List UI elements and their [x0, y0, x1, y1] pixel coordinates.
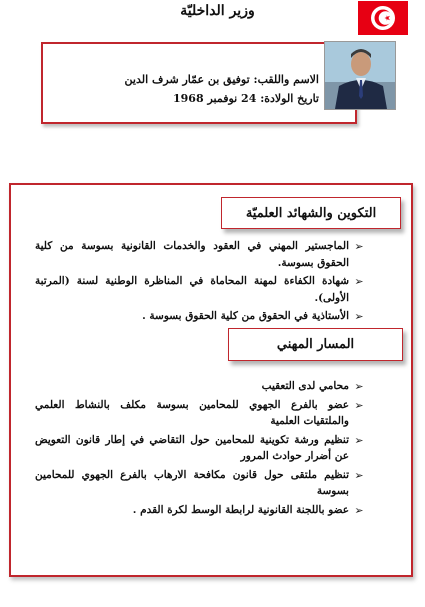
page-title: وزير الداخليّة	[180, 3, 255, 19]
chevron-left-icon: ➢	[354, 433, 364, 447]
list-item: ➢ تنظيم ملتقى حول قانون مكافحة الارهاب بالفرع الجهوي للمحامين بسوسة	[35, 468, 364, 497]
list-item: ➢ تنظيم ورشة تكوينية للمحامين حول التقاضي في إطار قانون التعويض عن أضرار حوادث المرور	[35, 433, 364, 462]
list-item: ➢ عضو باللجنة القانونية لرابطة الوسط لكرة القدم .	[35, 502, 365, 519]
profile-birthdate: تاريخ الولادة: 24 نوفمبر 1968	[173, 92, 319, 105]
profile-name: الاسم واللقب: توفيق بن عمّار شرف الدين	[124, 73, 319, 86]
tunisia-flag-icon	[358, 1, 408, 35]
list-item: ➢ محامي لدى التعقيب	[35, 378, 365, 395]
list-item: ➢ الماجستير المهني في العقود والخدمات القانونية بسوسة من كلية الحقوق بسوسة.	[35, 240, 364, 269]
list-item: ➢ شهادة الكفاءة لمهنة المحاماة في المناظرة الوطنية لسنة (المرتبة الأولى).	[35, 275, 364, 304]
chevron-left-icon: ➢	[354, 503, 364, 517]
career-list	[35, 378, 365, 520]
chevron-left-icon: ➢	[354, 398, 364, 412]
chevron-left-icon: ➢	[354, 468, 364, 482]
education-list	[35, 238, 365, 327]
career-heading: المسار المهني	[228, 328, 403, 361]
list-item: ➢ عضو بالفرع الجهوي للمحامين بسوسة مكلف بالنشاط العلمي والملتقيات العلمية	[35, 398, 364, 427]
chevron-left-icon: ➢	[354, 310, 364, 323]
chevron-left-icon: ➢	[354, 240, 364, 253]
education-heading: التكوين والشهائد العلميّة	[221, 197, 401, 229]
list-item: ➢ الأستاذية في الحقوق من كلية الحقوق بسوسة .	[35, 308, 365, 325]
chevron-left-icon: ➢	[354, 275, 364, 288]
portrait-photo	[324, 41, 396, 110]
chevron-left-icon: ➢	[354, 380, 364, 393]
